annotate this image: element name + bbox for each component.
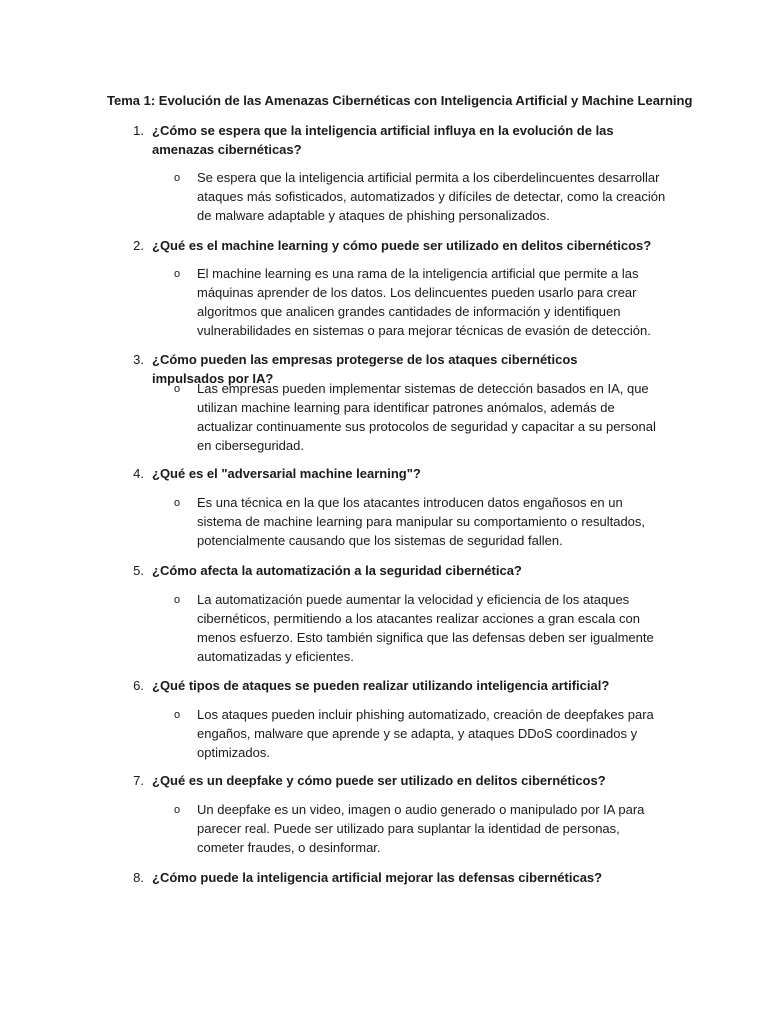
- bullet-icon: o: [174, 709, 181, 721]
- question-number: 2.: [133, 238, 144, 253]
- bullet-icon: o: [174, 497, 181, 509]
- document-title: Tema 1: Evolución de las Amenazas Cibernéticas con Inteligencia Artificial y Machine Learning: [107, 93, 693, 108]
- question-text: ¿Qué es el machine learning y cómo puede ser utilizado en delitos cibernéticos?: [152, 238, 652, 253]
- bullet-icon: o: [174, 268, 181, 280]
- answer-text: Es una técnica en la que los atacantes introducen datos engañosos en un sistema de machine learning para manipular su comportamiento o resultados, potencialmente causando que los sistemas de seguridad fallen.: [197, 495, 646, 548]
- question-number: 7.: [133, 773, 144, 788]
- question-text: ¿Cómo afecta la automatización a la seguridad cibernética?: [152, 563, 522, 578]
- question-number: 1.: [133, 123, 144, 138]
- question-number: 3.: [133, 352, 144, 367]
- answer-text: Las empresas pueden implementar sistemas de detección basados en IA, que utilizan machine learning para identificar patrones anómalos, además de actualizar continuamente sus protocolos de seguridad y capacitar a su personal en ciberseguridad.: [197, 381, 656, 453]
- answer-text: El machine learning es una rama de la inteligencia artificial que permite a las máquinas aprender de los datos. Los delincuentes pueden usarlo para crear algoritmos que analicen grandes cantidades de información y identifiquen vulnerabilidades en sistemas o para mejorar técnicas de evasión de detección.: [197, 266, 651, 338]
- question-text: ¿Qué tipos de ataques se pueden realizar utilizando inteligencia artificial?: [152, 678, 610, 693]
- question-text: ¿Cómo puede la inteligencia artificial mejorar las defensas cibernéticas?: [152, 870, 603, 885]
- answer-text: La automatización puede aumentar la velocidad y eficiencia de los ataques cibernéticos, permitiendo a los atacantes realizar acciones a gran escala con menos esfuerzo. Esto también significa que las defensas deben ser igualmente automatizadas y eficientes.: [197, 592, 654, 664]
- answer-text: Los ataques pueden incluir phishing automatizado, creación de deepfakes para engaños, malware que aprende y se adapta, y ataques DDoS coordinados y optimizados.: [197, 707, 654, 760]
- bullet-icon: o: [174, 804, 181, 816]
- bullet-icon: o: [174, 172, 181, 184]
- question-number: 5.: [133, 563, 144, 578]
- question-text: ¿Cómo pueden las empresas protegerse de los ataques cibernéticos impulsados por IA?: [152, 352, 578, 386]
- bullet-icon: o: [174, 383, 181, 395]
- question-number: 8.: [133, 870, 144, 885]
- bullet-icon: o: [174, 594, 181, 606]
- question-text: ¿Qué es el "adversarial machine learning"?: [152, 466, 421, 481]
- question-number: 4.: [133, 466, 144, 481]
- answer-text: Un deepfake es un video, imagen o audio generado o manipulado por IA para parecer real. Puede ser utilizado para suplantar la identidad de personas, cometer fraudes, o desinformar.: [197, 802, 645, 855]
- question-text: ¿Qué es un deepfake y cómo puede ser utilizado en delitos cibernéticos?: [152, 773, 606, 788]
- question-text: ¿Cómo se espera que la inteligencia artificial influya en la evolución de las amenazas cibernéticas?: [152, 123, 614, 157]
- question-number: 6.: [133, 678, 144, 693]
- answer-text: Se espera que la inteligencia artificial permita a los ciberdelincuentes desarrollar ataques más sofisticados, automatizados y difíciles de detectar, como la creación de malware adaptable y ataques de phishing personalizados.: [197, 170, 666, 223]
